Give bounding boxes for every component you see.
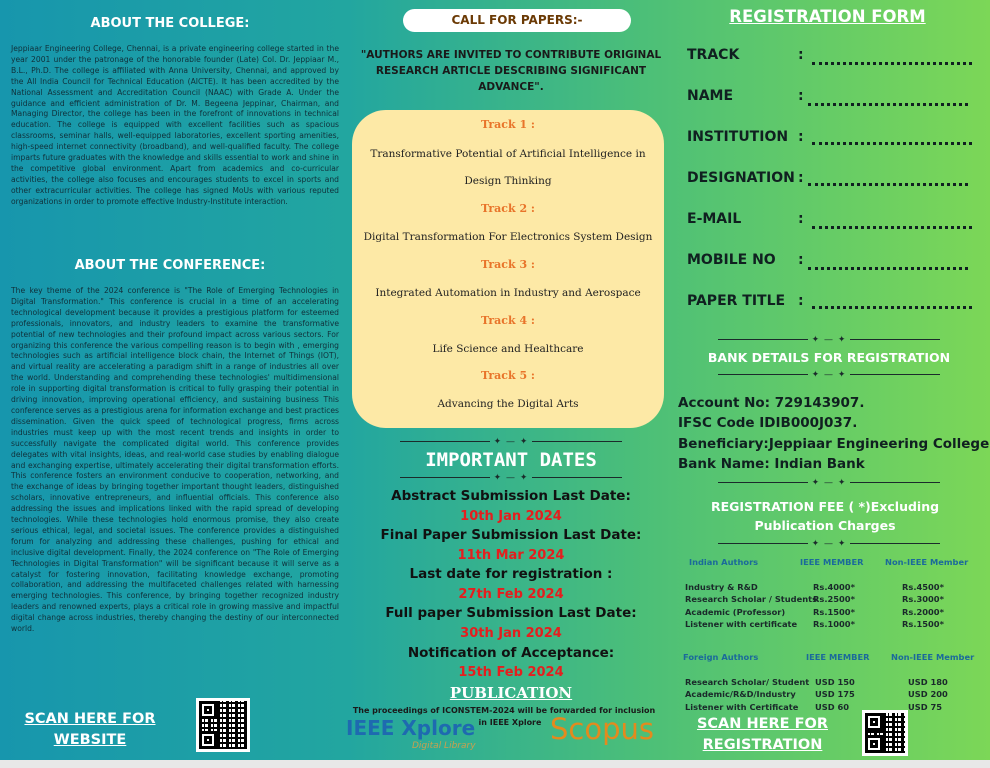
track-title: Life Science and Healthcare [432,343,584,355]
field-input-line[interactable] [808,182,968,186]
ornament-divider: ✦ — ✦ [700,478,958,488]
bank-ifsc: IFSC Code IDIB000J037. [678,415,858,431]
ieee-digital-library-logo: Digital Library [412,741,476,751]
date-label: Abstract Submission Last Date: [391,488,631,504]
field-label: DESIGNATION [687,170,795,186]
field-input-line[interactable] [808,102,968,106]
ornament-divider: ✦ — ✦ [700,370,958,380]
field-colon: : [798,88,804,104]
field-colon: : [798,47,804,63]
registration-form-title: REGISTRATION FORM [729,7,926,26]
track-title: Integrated Automation in Industry and Aerospace [375,287,641,299]
scan-line1: SCAN HERE FOR [24,711,156,727]
about-conference-heading: ABOUT THE CONFERENCE: [74,258,266,273]
scan-line1: SCAN HERE FOR [696,716,829,732]
fee-cell: Listener with certificate [685,618,798,629]
field-label: MOBILE NO [687,252,776,268]
scan-website-link[interactable] [14,709,166,751]
track-title: Digital Transformation For Electronics System Design [363,231,653,243]
fee-cell: Rs.1500* [902,618,944,629]
date-value: 10th Jan 2024 [460,509,562,524]
bank-name: Bank Name: Indian Bank [678,456,865,472]
track-label: Track 4 : [480,314,535,327]
track-label: Track 1 : [480,118,535,131]
fee-cell: Listener with Certificate [685,701,799,712]
date-value: 30th Jan 2024 [460,626,562,641]
fee-cell: USD 75 [908,701,943,712]
fee-cell: USD 180 [908,677,948,687]
field-input-line[interactable] [812,61,972,65]
ornament-divider: ✦ — ✦ [700,335,958,345]
about-college-text: Jeppiaar Engineering College, Chennai, is a private engineering college started in the year 2001 under the patronage of the honorable founder (Late) Col. Dr. Jeppiaar M., B.L., Ph.D. The college is affiliated with Anna University, Chennai, and approved by the All India Council for Technical Education (AICTE). It has been accredited by the National Assessment and Accreditation Council (NAAC) with Grade A. Under the guidance and efficient administration of Dr. M. Begeena Jeppinar, Chairman, and Managing Director, the college has been in the forefront of innovations in technical education. The college is equipped with excellent facilities such as spacious classrooms, seminar halls, well-equipped laboratories, excellent sporting amenities, high-speed internet connectivity (broadband), and well-qualified faculty. The college imparts future graduates with the knowledge and skills essential to work and shine in the competitive global environment. Apart from academics and co-curricular activities, the college also focuses and encourages students to excel in sports and other extracurricular activities. The college has signed MoUs with various reputed organizations in order to promote effective Industry-Institute interaction. [11,44,339,206]
fee-cell: USD 175 [815,689,855,700]
field-input-line[interactable] [812,141,972,145]
fee-header: Indian Authors [689,557,759,567]
date-label: Final Paper Submission Last Date: [380,527,642,543]
fee-cell: USD 60 [815,701,850,712]
ornament-divider: ✦ — ✦ [352,473,670,483]
fee-cell: Research Scholar / Students [685,594,818,605]
registration-qr-code[interactable] [862,710,908,756]
fee-header: IEEE MEMBER [800,557,864,567]
fee-cell: Rs.1500* [813,606,855,617]
fee-cell: USD 150 [815,677,855,687]
fee-cell: Rs.2000* [902,606,944,617]
fee-header: Non-IEEE Member [891,652,975,662]
track-label: Track 3 : [480,258,535,271]
fee-heading-2: Publication Charges [754,518,896,533]
date-label: Full paper Submission Last Date: [385,605,637,621]
fee-cell: USD 200 [908,689,948,700]
field-label: PAPER TITLE [687,293,786,309]
track-label: Track 2 : [480,202,535,215]
field-input-line[interactable] [812,225,972,229]
bank-account: Account No: 729143907. [678,395,865,411]
fee-cell: Rs.4500* [902,582,944,592]
track-title: Design Thinking [464,175,552,187]
date-value: 11th Mar 2024 [457,548,565,563]
website-qr-code[interactable] [196,698,250,752]
publication-heading: PUBLICATION [449,684,573,702]
field-label: E-MAIL [687,211,742,227]
fee-header: Foreign Authors [683,652,759,662]
fee-header: IEEE MEMBER [806,652,870,662]
fee-cell: Industry & R&D [685,582,758,592]
call-quote: "AUTHORS ARE INVITED TO CONTRIBUTE ORIGINAL RESEARCH ARTICLE DESCRIBING SIGNIFICANT ADVANCE". [360,49,662,93]
fee-cell: Research Scholar/ Student [685,677,810,687]
field-input-line[interactable] [812,305,972,309]
track-title: Advancing the Digital Arts [437,398,579,410]
field-colon: : [798,170,804,186]
field-label: INSTITUTION [687,129,789,145]
ornament-divider: ✦ — ✦ [352,437,670,447]
fee-cell: Academic/R&D/Industry [685,689,796,700]
call-for-papers-badge: CALL FOR PAPERS:- [403,9,631,32]
bank-beneficiary: Beneficiary:Jeppiaar Engineering College [678,436,990,452]
scan-registration-link[interactable] [690,714,835,756]
field-input-line[interactable] [808,266,968,270]
scopus-logo: Scopus [550,712,654,746]
fee-cell: Rs.3000* [902,594,944,605]
ornament-divider: ✦ — ✦ [700,539,958,549]
bank-details-heading: BANK DETAILS FOR REGISTRATION [707,350,951,365]
field-label: NAME [687,88,734,104]
about-college-heading: ABOUT THE COLLEGE: [90,16,250,31]
date-label: Last date for registration : [409,566,613,582]
publication-text-2: in IEEE Xplore [478,718,542,727]
scan-line2: REGISTRATION [702,737,823,753]
field-colon: : [798,252,804,268]
important-dates-heading: IMPORTANT DATES [425,449,597,471]
fee-heading: REGISTRATION FEE ( *)Excluding [710,499,940,514]
about-conference-text: The key theme of the 2024 conference is "The Role of Emerging Technologies in Digital Transformation." This conference is crucial in a time of an accelerating technological development because it provides a prestigious platform for esteemed professionals, innovators, and industry leaders to examine the transformative potential of new technologies and their profound impact across various sectors. For organizing this conference the various compelling reason is to begin with , emerging technologies such as artificial intelligence block chain, the Internet of Things (IOT), and virtual reality are accelerating a paradigm shift in a range of industries all over the world. Understanding and comprehending these technologies' multidimensional role in supporting digital transformation is critical to fully grasping their potential in driving innovation, improving operational efficiency, and sustaining business This conference serves as a prestigious arena for information exchange and best practices dissemination. Given the quick speed of technological progress, firms across industries must keep up with the most recent trends and insights in order to successfully navigate the complicated digital world. This conference provides delegates with vital insights, ideas, and real-world case studies by enabling dialogue and exchanging expertise, ultimately accelerating their digital transformation efforts. This conference fosters an environment conducive to cooperation, networking, and the exchange of ideas by bringing together important thought leaders, distinguished scholars, innovative entrepreneurs, and influential officials. This conference also addressing the issues and implications linked with the rapid spread of developing technologies. While these technologies hold enormous promise, they also create serious ethical, legal, and societal issues. The conference provides a distinguished forum for analyzing and addressing these challenges, pushing for ethical and inclusive digital development. Finally, the 2024 conference on "The Role of Emerging Technologies in Digital Transformation" will be significant because it will serve as a catalyst for fostering innovation, facilitating knowledge exchange, promoting collaboration, and addressing the multifaceted challenges related with harnessing emerging technologies. This conference, by bringing together recognized industry leaders and renowned experts, plays a critical role in growing massive and impactful digital change across industries, thereby changing the destiny of our interconnected world. [11,286,339,634]
scan-line2: WEBSITE [53,732,127,748]
fee-cell: Rs.2500* [813,594,855,605]
publication-text: The proceedings of ICONSTEM-2024 will be forwarded for inclusion [352,706,656,715]
fee-cell: Academic (Professor) [685,606,786,617]
date-value: 15th Feb 2024 [458,665,564,680]
field-colon: : [798,293,804,309]
fee-cell: Rs.4000* [813,582,855,592]
tracks-box [352,110,664,428]
fee-header: Non-IEEE Member [885,557,969,567]
track-label: Track 5 : [480,369,535,382]
field-colon: : [798,211,804,227]
ieee-xplore-logo: IEEE Xplore [346,716,476,740]
track-title: Transformative Potential of Artificial Intelligence in [370,148,646,160]
field-label: TRACK [687,47,740,63]
field-colon: : [798,129,804,145]
date-value: 27th Feb 2024 [458,587,564,602]
fee-cell: Rs.1000* [813,618,855,629]
date-label: Notification of Acceptance: [407,645,615,661]
